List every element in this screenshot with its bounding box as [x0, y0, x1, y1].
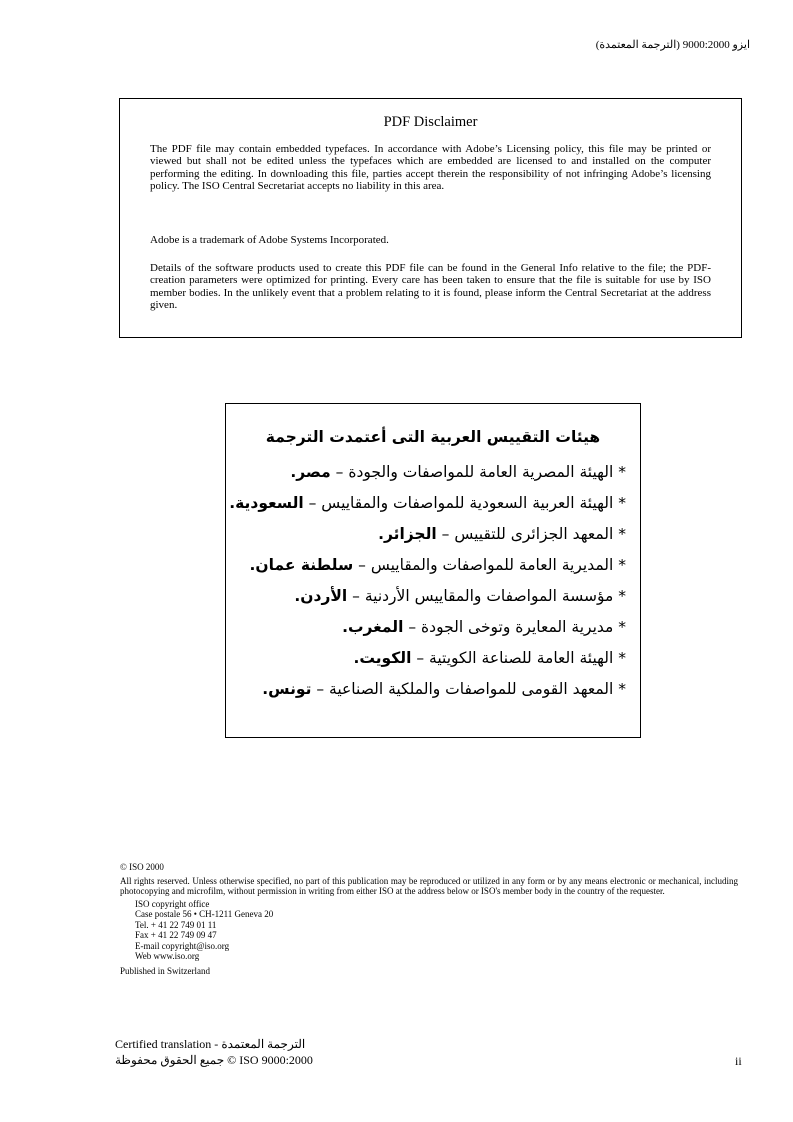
- body-country: مصر.: [290, 463, 331, 481]
- body-name: * الهيئة العربية السعودية للمواصفات والمقاييس –: [303, 494, 626, 512]
- website: Web www.iso.org: [135, 951, 200, 962]
- list-item: [236, 679, 626, 710]
- bodies-title: هيئات التقييس العربية التى أعتمدت الترجمة: [265, 428, 601, 446]
- fax: Fax + 41 22 749 09 47: [135, 930, 217, 941]
- body-name: * الهيئة المصرية العامة للمواصفات والجودة –: [330, 463, 626, 481]
- body-name: * المعهد الجزائرى للتقييس –: [436, 525, 626, 543]
- body-country: السعودية.: [229, 494, 304, 512]
- telephone: Tel. + 41 22 749 01 11: [135, 919, 217, 930]
- list-item: [236, 586, 626, 617]
- email: E-mail copyright@iso.org: [135, 940, 230, 951]
- disclaimer-paragraph-trademark: Adobe is a trademark of Adobe Systems Incorporated.: [150, 234, 389, 246]
- body-name: * مؤسسة المواصفات والمقاييس الأردنية –: [347, 587, 626, 605]
- footer-copyright: جميع الحقوق محفوظة © ISO 9000:2000: [115, 1053, 313, 1067]
- bodies-list: [229, 462, 626, 710]
- list-item: [236, 617, 626, 648]
- body-name: * المديرية العامة للمواصفات والمقاييس –: [353, 556, 626, 574]
- list-item: [236, 462, 626, 493]
- copyright-section: [120, 862, 738, 976]
- body-country: المغرب.: [342, 618, 404, 636]
- body-name: * مديرية المعايرة وتوخى الجودة –: [403, 618, 626, 636]
- list-item: [229, 493, 626, 524]
- pdf-disclaimer-box: [119, 98, 742, 338]
- body-name: * المعهد القومى للمواصفات والملكية الصناعية –: [311, 680, 626, 698]
- published-in: Published in Switzerland: [120, 965, 210, 976]
- list-item: [236, 555, 626, 586]
- body-country: الجزائر.: [378, 525, 437, 543]
- page-footer: [115, 1036, 313, 1068]
- disclaimer-title: PDF Disclaimer: [383, 114, 478, 130]
- copyright-notice: © ISO 2000: [120, 862, 164, 872]
- body-country: سلطنة عمان.: [249, 556, 354, 574]
- list-item: [236, 524, 626, 555]
- body-country: تونس.: [262, 680, 312, 698]
- footer-certified-translation: Certified translation - الترجمة المعتمدة: [115, 1037, 306, 1051]
- copyright-office-address: [135, 899, 738, 962]
- body-country: الكويت.: [353, 649, 412, 667]
- disclaimer-paragraph-details: Details of the software products used to create this PDF file can be found in the General Info relative to the file; the PDF-creation parameters were optimized for printing. Every care has been taken to ensure that the file is suitable for use by ISO member bodies. In the unlikely event that a problem relating to it is found, please inform the Central Secretariat at the address given.: [150, 262, 711, 312]
- body-name: * الهيئة العامة للصناعة الكويتية –: [411, 649, 626, 667]
- list-item: [236, 648, 626, 679]
- body-country: الأردن.: [294, 587, 348, 605]
- rights-statement: All rights reserved. Unless otherwise specified, no part of this publication may be reproduced or utilized in any form or by any means electronic or mechanical, including photocopying and microfilm, without permission in writing from either ISO at the address below or ISO's member body in the country of the requester.: [120, 876, 738, 897]
- running-header: ايزو 9000:2000 (الترجمة المعتمدة): [595, 39, 750, 51]
- page-number: ii: [735, 1054, 742, 1068]
- arabic-standards-bodies-box: [225, 403, 641, 738]
- postal-address: Case postale 56 • CH-1211 Geneva 20: [135, 909, 274, 920]
- disclaimer-paragraph-licensing: The PDF file may contain embedded typefaces. In accordance with Adobe’s Licensing policy, this file may be printed or viewed but shall not be edited unless the typefaces which are embedded are licensed to and installed on the computer performing the editing. In downloading this file, parties accept therein the responsibility of not infringing Adobe’s licensing policy. The ISO Central Secretariat accepts no liability in this area.: [150, 143, 711, 193]
- office-name: ISO copyright office: [135, 898, 210, 909]
